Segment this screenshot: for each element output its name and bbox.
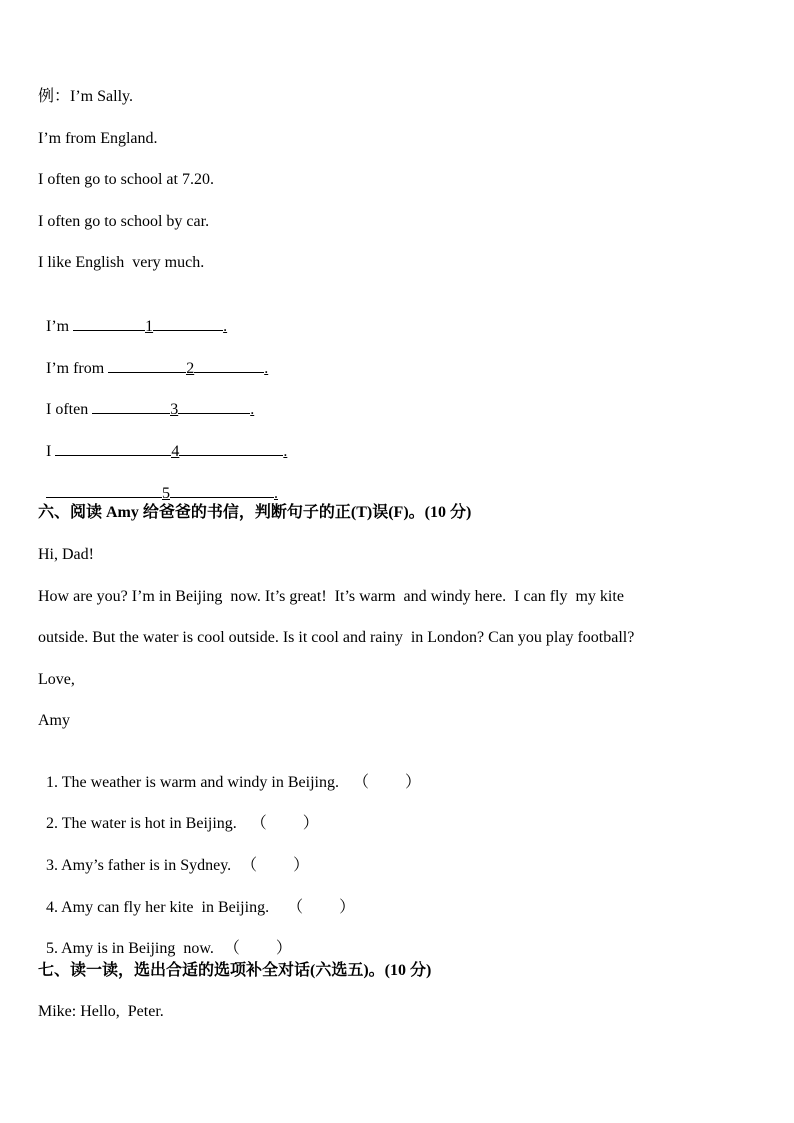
fill-in-4[interactable] bbox=[38, 420, 287, 462]
answer-paren[interactable]: （ ） bbox=[241, 857, 310, 874]
question-5 bbox=[38, 919, 292, 959]
fill-in-prefix: I’m bbox=[46, 318, 74, 335]
question-text: 4. Amy can fly her kite in Beijing. bbox=[46, 899, 270, 916]
blank-line[interactable] bbox=[92, 398, 170, 414]
letter-greeting: Hi, Dad! bbox=[38, 546, 94, 563]
section-7-heading: 七、读一读，选出合适的选项补全对话(六选五)。(10 分) bbox=[38, 962, 432, 979]
example-line-2: I’m from England. bbox=[38, 130, 158, 147]
blank-line[interactable] bbox=[179, 440, 283, 456]
blank-line[interactable] bbox=[178, 398, 250, 414]
answer-paren[interactable]: （ ） bbox=[352, 774, 421, 791]
blank-line[interactable] bbox=[46, 482, 162, 498]
example-line-4: I often go to school by car. bbox=[38, 213, 210, 230]
question-4 bbox=[38, 878, 355, 918]
blank-line[interactable] bbox=[108, 357, 186, 373]
blank-end: . bbox=[264, 360, 269, 377]
blank-line[interactable] bbox=[194, 357, 264, 373]
answer-paren[interactable]: （ ） bbox=[250, 815, 319, 832]
fill-in-prefix: I often bbox=[46, 401, 93, 418]
dialogue-line-1: Mike: Hello, Peter. bbox=[38, 1003, 164, 1020]
blank-end: . bbox=[274, 485, 278, 502]
fill-in-3[interactable] bbox=[38, 378, 254, 420]
blank-line[interactable] bbox=[170, 482, 274, 498]
fill-in-5[interactable] bbox=[38, 462, 278, 504]
answer-paren[interactable]: （ ） bbox=[287, 899, 356, 916]
question-text: 1. The weather is warm and windy in Beijing. bbox=[46, 774, 339, 791]
question-text: 2. The water is hot in Beijing. bbox=[46, 815, 237, 832]
question-text: 5. Amy is in Beijing now. bbox=[46, 940, 214, 957]
blank-end: . bbox=[223, 318, 228, 335]
blank-number: 2 bbox=[186, 360, 195, 377]
section-6-heading: 六、阅读 Amy 给爸爸的书信，判断句子的正(T)误(F)。(10 分) bbox=[38, 504, 472, 521]
blank-number: 4 bbox=[171, 443, 180, 460]
example-line-1 bbox=[38, 87, 133, 107]
example-text: I’m Sally. bbox=[70, 88, 133, 105]
fill-in-prefix: I’m from bbox=[46, 360, 109, 377]
answer-paren[interactable]: （ ） bbox=[223, 940, 292, 957]
question-2 bbox=[38, 794, 319, 834]
fill-in-prefix: I bbox=[46, 443, 56, 460]
fill-in-2[interactable] bbox=[38, 337, 268, 379]
letter-body-line-1: How are you? I’m in Beijing now. It’s great! It’s warm and windy here. I can fly my kite bbox=[38, 588, 624, 605]
example-label: 例： bbox=[38, 88, 71, 105]
example-line-5: I like English very much. bbox=[38, 254, 205, 271]
blank-line[interactable] bbox=[55, 440, 171, 456]
letter-body-line-2: outside. But the water is cool outside. Is it cool and rainy in London? Can you play football? bbox=[38, 629, 635, 646]
question-text: 3. Amy’s father is in Sydney. bbox=[46, 857, 232, 874]
fill-in-1[interactable] bbox=[38, 295, 227, 337]
blank-line[interactable] bbox=[73, 315, 145, 331]
blank-number: 5 bbox=[162, 485, 170, 502]
blank-line[interactable] bbox=[153, 315, 223, 331]
example-line-3: I often go to school at 7.20. bbox=[38, 171, 214, 188]
question-1 bbox=[38, 753, 421, 793]
blank-end: . bbox=[250, 401, 255, 418]
blank-number: 3 bbox=[170, 401, 179, 418]
question-3 bbox=[38, 836, 309, 876]
blank-end: . bbox=[283, 443, 288, 460]
letter-signature: Amy bbox=[38, 712, 70, 729]
letter-closing: Love, bbox=[38, 671, 75, 688]
blank-number: 1 bbox=[145, 318, 154, 335]
